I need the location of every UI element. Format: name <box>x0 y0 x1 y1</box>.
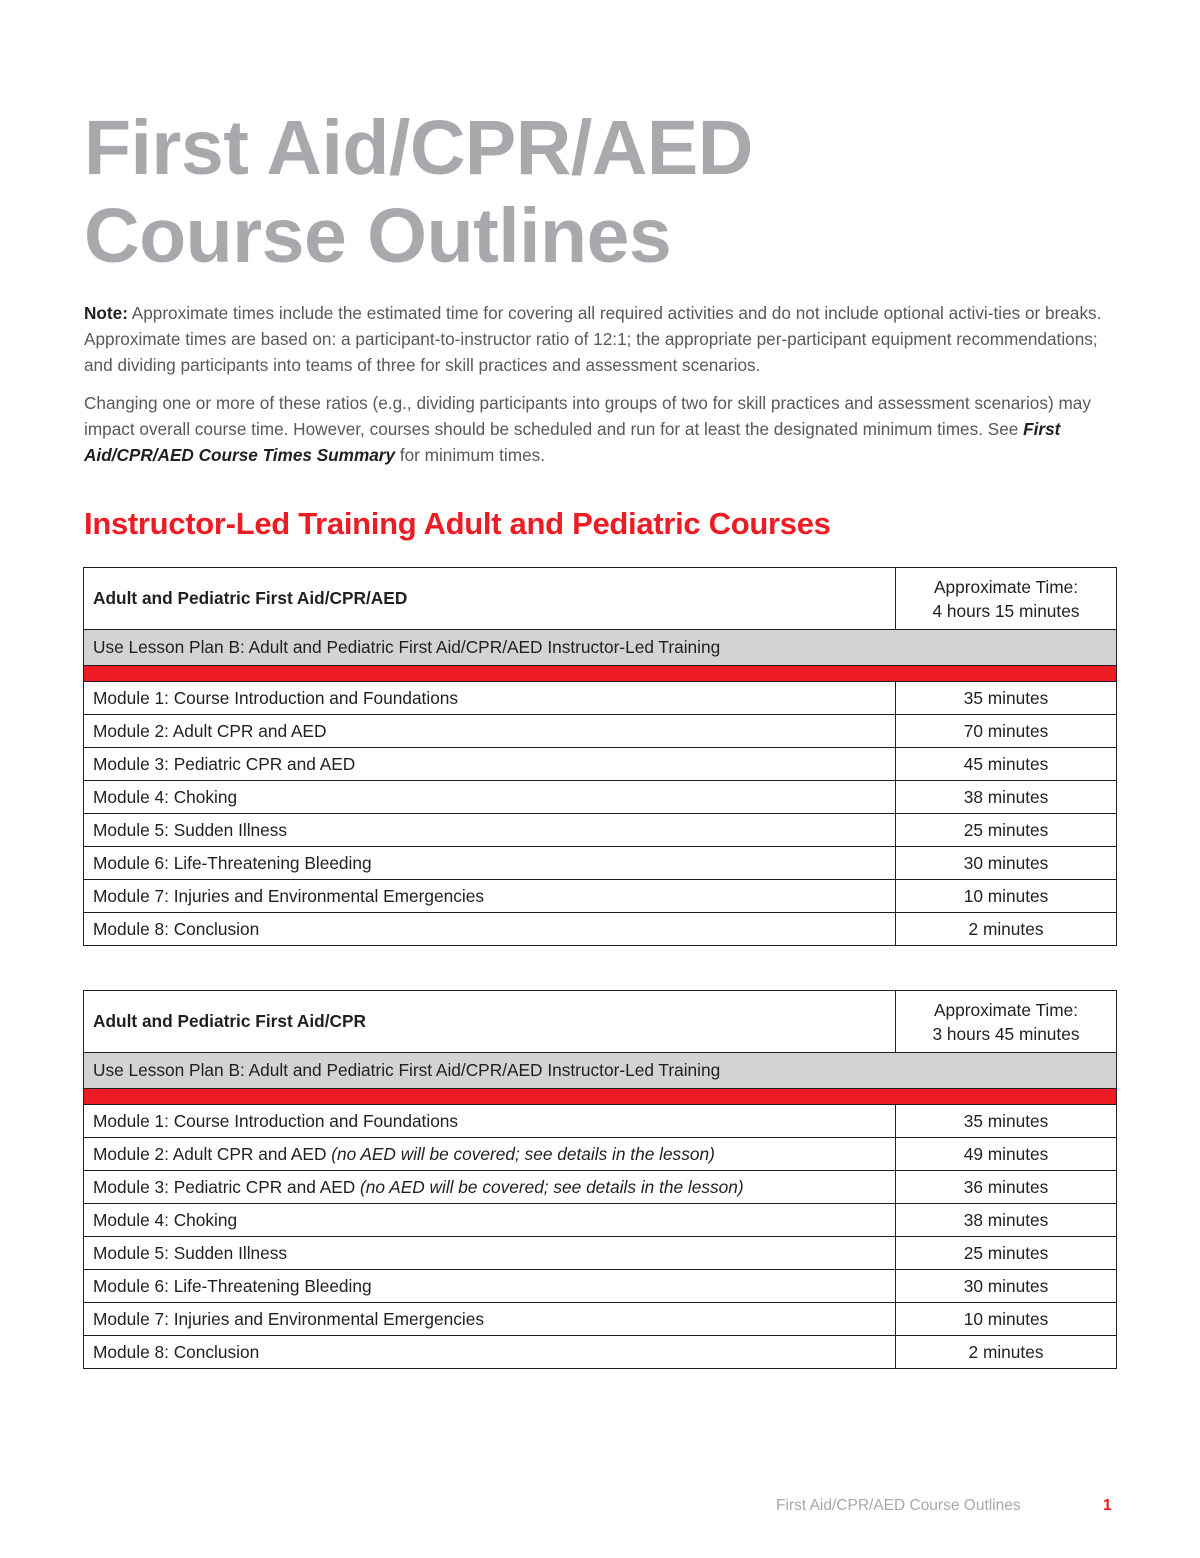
time-value: 4 hours 15 minutes <box>932 600 1080 621</box>
course-name: Adult and Pediatric First Aid/CPR/AED <box>84 568 896 630</box>
red-divider-row <box>84 666 1117 682</box>
module-name: Module 2: Adult CPR and AED <box>84 715 896 748</box>
table-row <box>84 913 1117 946</box>
table-row <box>84 1336 1117 1369</box>
module-name: Module 5: Sudden Illness <box>84 814 896 847</box>
table-row <box>84 814 1117 847</box>
module-name: Module 4: Choking <box>84 781 896 814</box>
table-row <box>84 1105 1117 1138</box>
note-paragraph <box>84 300 1119 378</box>
course-table-first-aid-cpr-aed <box>83 567 1117 946</box>
table-row <box>84 682 1117 715</box>
module-label: Module 2: Adult CPR and AED <box>93 1143 327 1164</box>
red-divider-row <box>84 1089 1117 1105</box>
page-title-line-1: First Aid/CPR/AED <box>84 105 753 191</box>
module-name: Module 7: Injuries and Environmental Emergencies <box>84 880 896 913</box>
module-label: Module 6: Life-Threatening Bleeding <box>93 1275 372 1296</box>
course-name: Adult and Pediatric First Aid/CPR <box>84 991 896 1053</box>
course-table-first-aid-cpr <box>83 990 1117 1369</box>
lesson-plan-row <box>84 1053 1117 1089</box>
module-label: Module 3: Pediatric CPR and AED <box>93 1176 356 1197</box>
module-name <box>84 1105 896 1138</box>
lesson-plan-row <box>84 630 1117 666</box>
time-value: 3 hours 45 minutes <box>932 1023 1080 1044</box>
module-minutes: 35 minutes <box>896 1105 1117 1138</box>
module-minutes: 30 minutes <box>896 1270 1117 1303</box>
table-row <box>84 781 1117 814</box>
module-label: Module 8: Conclusion <box>93 1341 260 1362</box>
module-minutes: 25 minutes <box>896 1237 1117 1270</box>
module-name <box>84 1303 896 1336</box>
table-row <box>84 1237 1117 1270</box>
course-header-row <box>84 568 1117 630</box>
ratio-paragraph <box>84 390 1119 468</box>
course-time <box>896 991 1117 1053</box>
table-row <box>84 1138 1117 1171</box>
module-minutes: 38 minutes <box>896 781 1117 814</box>
table-row <box>84 1204 1117 1237</box>
table-row <box>84 1270 1117 1303</box>
module-label: Module 7: Injuries and Environmental Emergencies <box>93 1308 484 1329</box>
course-header-row <box>84 991 1117 1053</box>
module-minutes: 49 minutes <box>896 1138 1117 1171</box>
module-minutes: 25 minutes <box>896 814 1117 847</box>
page-title-line-2: Course Outlines <box>84 193 672 279</box>
module-minutes: 2 minutes <box>896 1336 1117 1369</box>
module-minutes: 30 minutes <box>896 847 1117 880</box>
module-label: Module 4: Choking <box>93 1209 238 1230</box>
table-row <box>84 880 1117 913</box>
module-label: Module 1: Course Introduction and Foundations <box>93 1110 459 1131</box>
note-text: Approximate times include the estimated time for covering all required activities and do not include optional activi-ties or breaks. Approximate times are based on: a participant-to-instructor ratio of 12:1; the appropriate per-participant equipment recommendations; and dividing participants into teams of three for skill practices and assessment scenarios. <box>84 303 1102 375</box>
module-name <box>84 1237 896 1270</box>
section-heading: Instructor-Led Training Adult and Pediatric Courses <box>84 506 831 541</box>
time-label: Approximate Time: <box>933 576 1079 597</box>
module-name <box>84 1270 896 1303</box>
module-name <box>84 1204 896 1237</box>
page-number: 1 <box>1103 1497 1112 1514</box>
module-note: (no AED will be covered; see details in the lesson) <box>355 1176 744 1197</box>
times-summary-reference: First Aid/CPR/AED Course Times Summary <box>84 419 1061 465</box>
module-name: Module 3: Pediatric CPR and AED <box>84 748 896 781</box>
module-name <box>84 1336 896 1369</box>
course-time <box>896 568 1117 630</box>
note-label: Note: <box>84 303 128 323</box>
ratio-text: Changing one or more of these ratios (e.g., dividing participants into groups of two for skill practices and assessment scenarios) may impact overall course time. However, courses should be scheduled and run for at least the designated minimum times. See <box>84 393 1091 439</box>
module-name: Module 6: Life-Threatening Bleeding <box>84 847 896 880</box>
module-name: Module 8: Conclusion <box>84 913 896 946</box>
ratio-text-end: for minimum times. <box>395 445 545 465</box>
table-row <box>84 748 1117 781</box>
module-minutes: 10 minutes <box>896 880 1117 913</box>
table-row <box>84 1171 1117 1204</box>
time-label: Approximate Time: <box>933 999 1079 1020</box>
module-minutes: 36 minutes <box>896 1171 1117 1204</box>
module-minutes: 70 minutes <box>896 715 1117 748</box>
table-row <box>84 1303 1117 1336</box>
page-title <box>84 104 753 280</box>
footer-title: First Aid/CPR/AED Course Outlines <box>776 1497 1021 1514</box>
module-minutes: 35 minutes <box>896 682 1117 715</box>
module-minutes: 10 minutes <box>896 1303 1117 1336</box>
module-minutes: 45 minutes <box>896 748 1117 781</box>
table-row <box>84 715 1117 748</box>
module-note: (no AED will be covered; see details in the lesson) <box>326 1143 715 1164</box>
module-label: Module 5: Sudden Illness <box>93 1242 288 1263</box>
lesson-plan: Use Lesson Plan B: Adult and Pediatric First Aid/CPR/AED Instructor-Led Training <box>84 630 1117 666</box>
red-divider <box>84 666 1117 682</box>
red-divider <box>84 1089 1117 1105</box>
lesson-plan: Use Lesson Plan B: Adult and Pediatric First Aid/CPR/AED Instructor-Led Training <box>84 1053 1117 1089</box>
table-row <box>84 847 1117 880</box>
module-minutes: 2 minutes <box>896 913 1117 946</box>
module-minutes: 38 minutes <box>896 1204 1117 1237</box>
module-name <box>84 1171 896 1204</box>
module-name: Module 1: Course Introduction and Foundations <box>84 682 896 715</box>
module-name <box>84 1138 896 1171</box>
